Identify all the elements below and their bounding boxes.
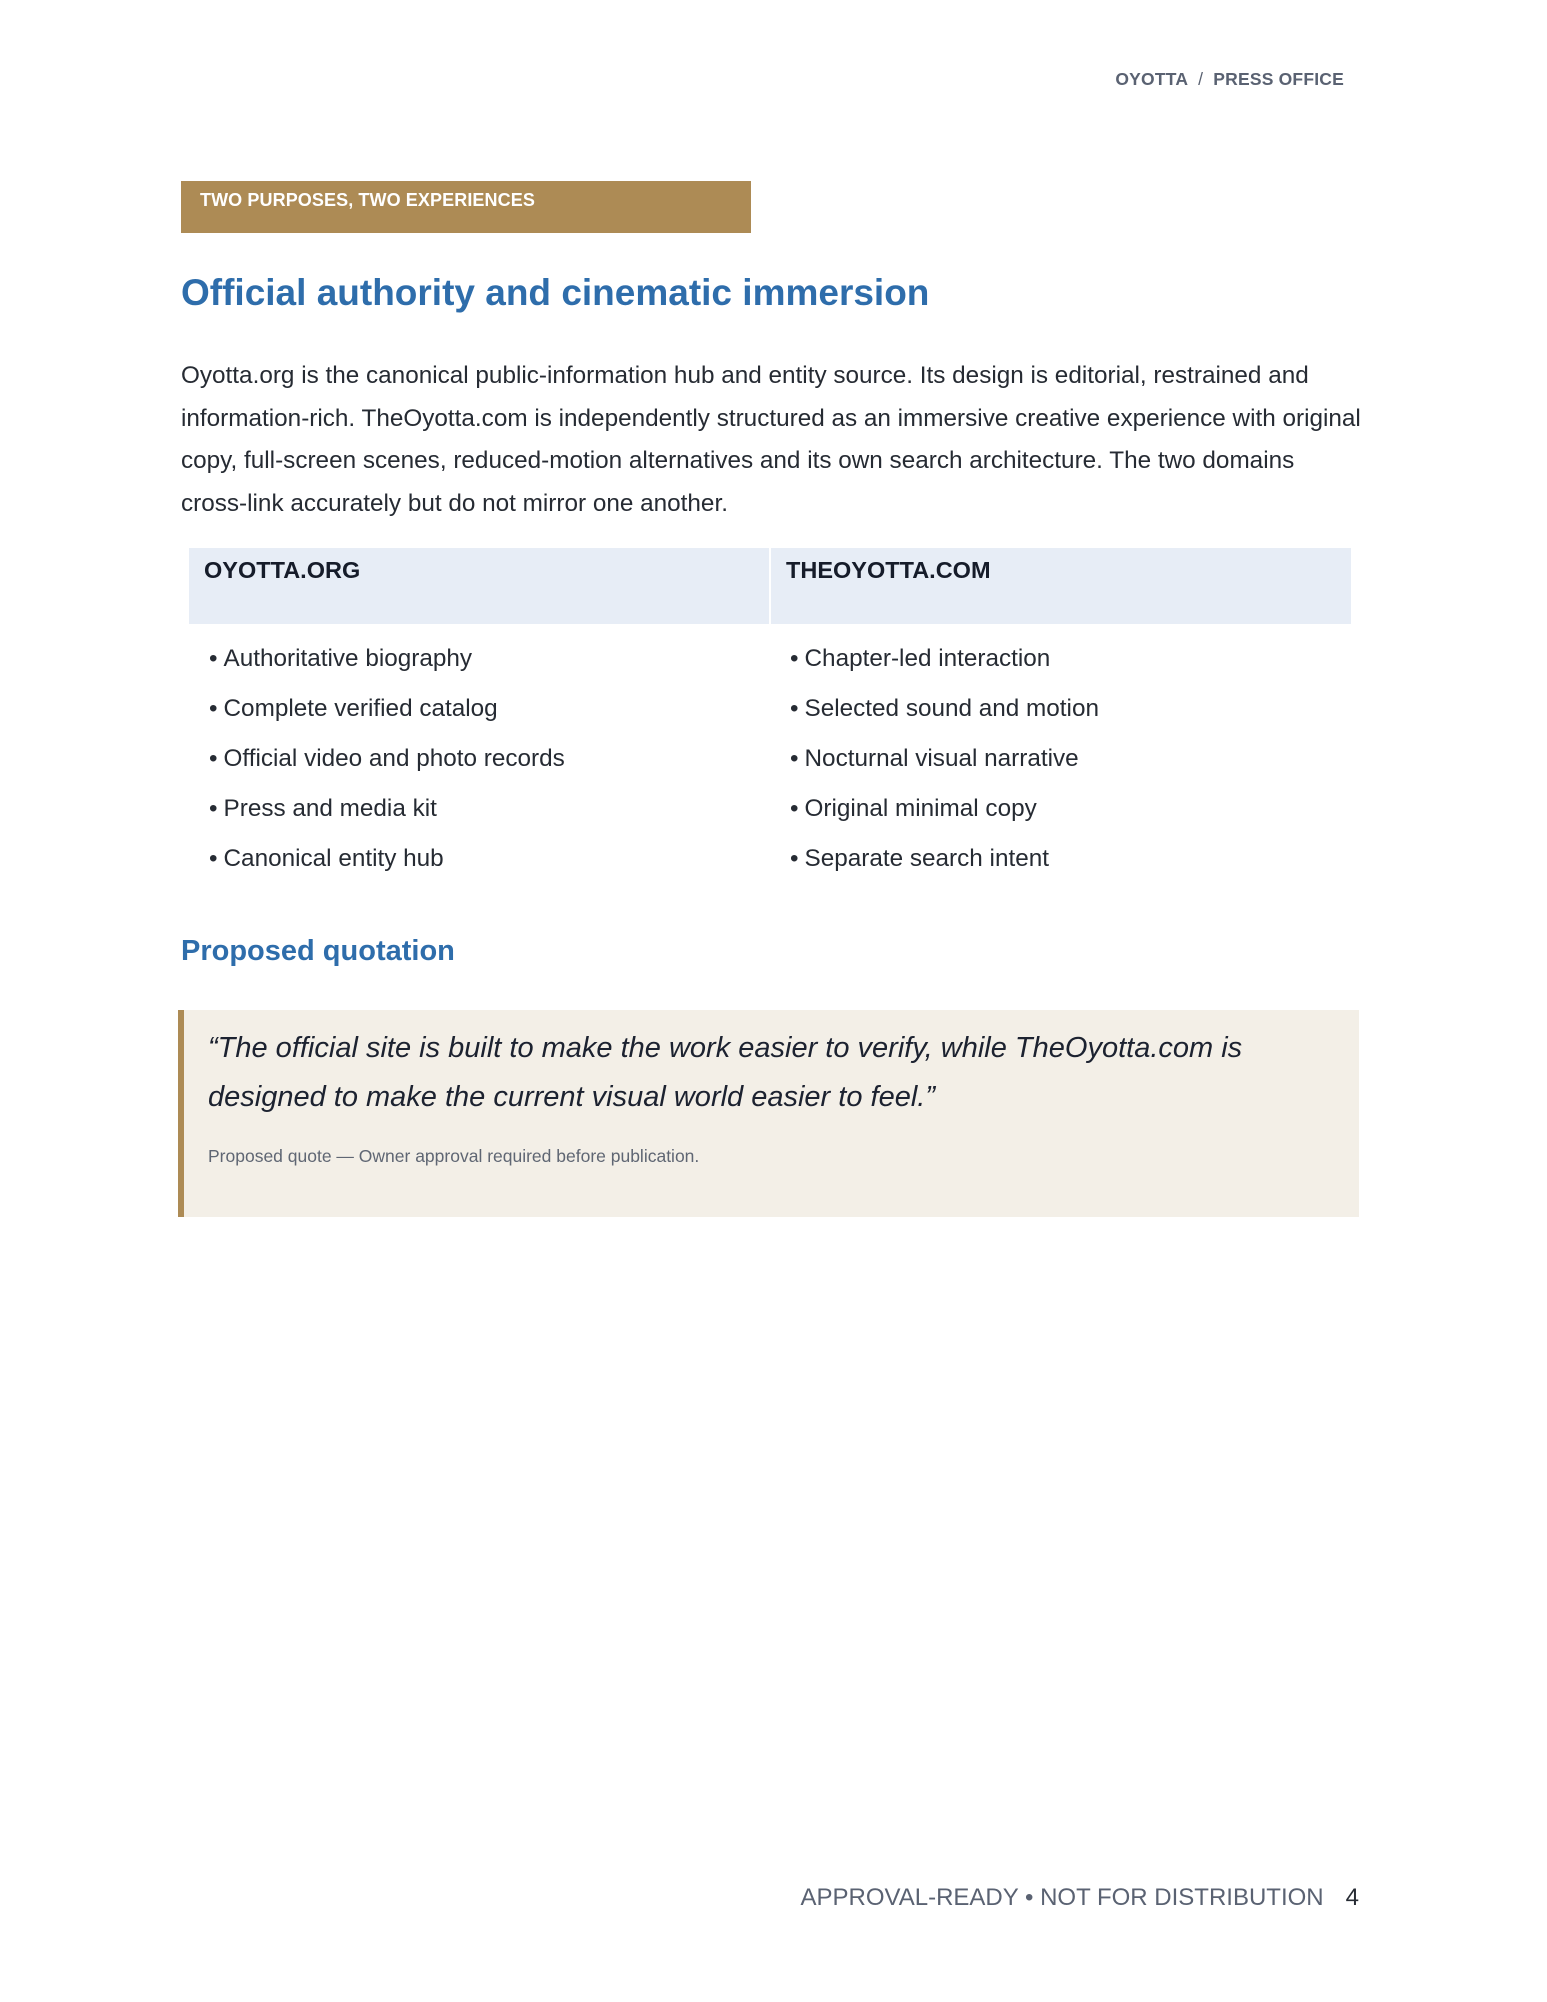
feature-list-org: [209, 634, 770, 884]
list-item: • Nocturnal visual narrative: [790, 745, 1079, 772]
intro-paragraph: Oyotta.org is the canonical public-information hub and entity source. Its design is editorial, restrained and information-rich. TheOyotta.com is independently structured as an immersive creative experience with original copy, full-screen scenes, reduced-motion alternatives and its own search architecture. The two domains cross-link accurately but do not mirror one another.: [181, 362, 1361, 517]
bullet-icon: •: [209, 795, 218, 822]
page-title: Official authority and cinematic immersion: [181, 272, 930, 313]
column-org: [189, 624, 770, 884]
header-separator: /: [1198, 69, 1204, 89]
list-item: • Chapter-led interaction: [790, 645, 1051, 672]
list-item: • Canonical entity hub: [209, 845, 444, 872]
comparison-table: [189, 548, 1351, 884]
list-item: • Original minimal copy: [790, 795, 1037, 822]
bullet-icon: •: [790, 795, 799, 822]
column-heading-org: OYOTTA.ORG: [189, 548, 770, 624]
running-header: [1115, 69, 1344, 90]
bullet-icon: •: [790, 845, 799, 872]
footer-status: APPROVAL-READY • NOT FOR DISTRIBUTION: [800, 1884, 1324, 1911]
bullet-icon: •: [790, 645, 799, 672]
bullet-icon: •: [209, 845, 218, 872]
page-footer: [800, 1884, 1359, 1912]
column-heading-com: THEOYOTTA.COM: [770, 548, 1351, 624]
header-section: PRESS OFFICE: [1213, 69, 1344, 89]
list-item: • Authoritative biography: [209, 645, 473, 672]
quotation-note: Proposed quote — Owner approval required before publication.: [208, 1146, 700, 1166]
list-item: • Selected sound and motion: [790, 695, 1099, 722]
list-item: • Press and media kit: [209, 795, 437, 822]
bullet-icon: •: [790, 695, 799, 722]
bullet-icon: •: [209, 645, 218, 672]
comparison-header-row: [189, 548, 1351, 624]
bullet-icon: •: [209, 745, 218, 772]
feature-list-com: [790, 634, 1351, 884]
quotation-heading: Proposed quotation: [181, 935, 455, 967]
quotation-text: “The official site is built to make the work easier to verify, while TheOyotta.com is designed to make the current visual world easier to feel.”: [208, 1032, 1243, 1113]
section-kicker: TWO PURPOSES, TWO EXPERIENCES: [181, 181, 751, 233]
column-com: [770, 624, 1351, 884]
list-item: • Complete verified catalog: [209, 695, 498, 722]
header-brand: OYOTTA: [1115, 69, 1189, 89]
quotation-block: [178, 1010, 1359, 1217]
comparison-body-row: [189, 624, 1351, 884]
bullet-icon: •: [209, 695, 218, 722]
list-item: • Official video and photo records: [209, 745, 565, 772]
page-number: 4: [1345, 1884, 1359, 1911]
bullet-icon: •: [790, 745, 799, 772]
list-item: • Separate search intent: [790, 845, 1049, 872]
